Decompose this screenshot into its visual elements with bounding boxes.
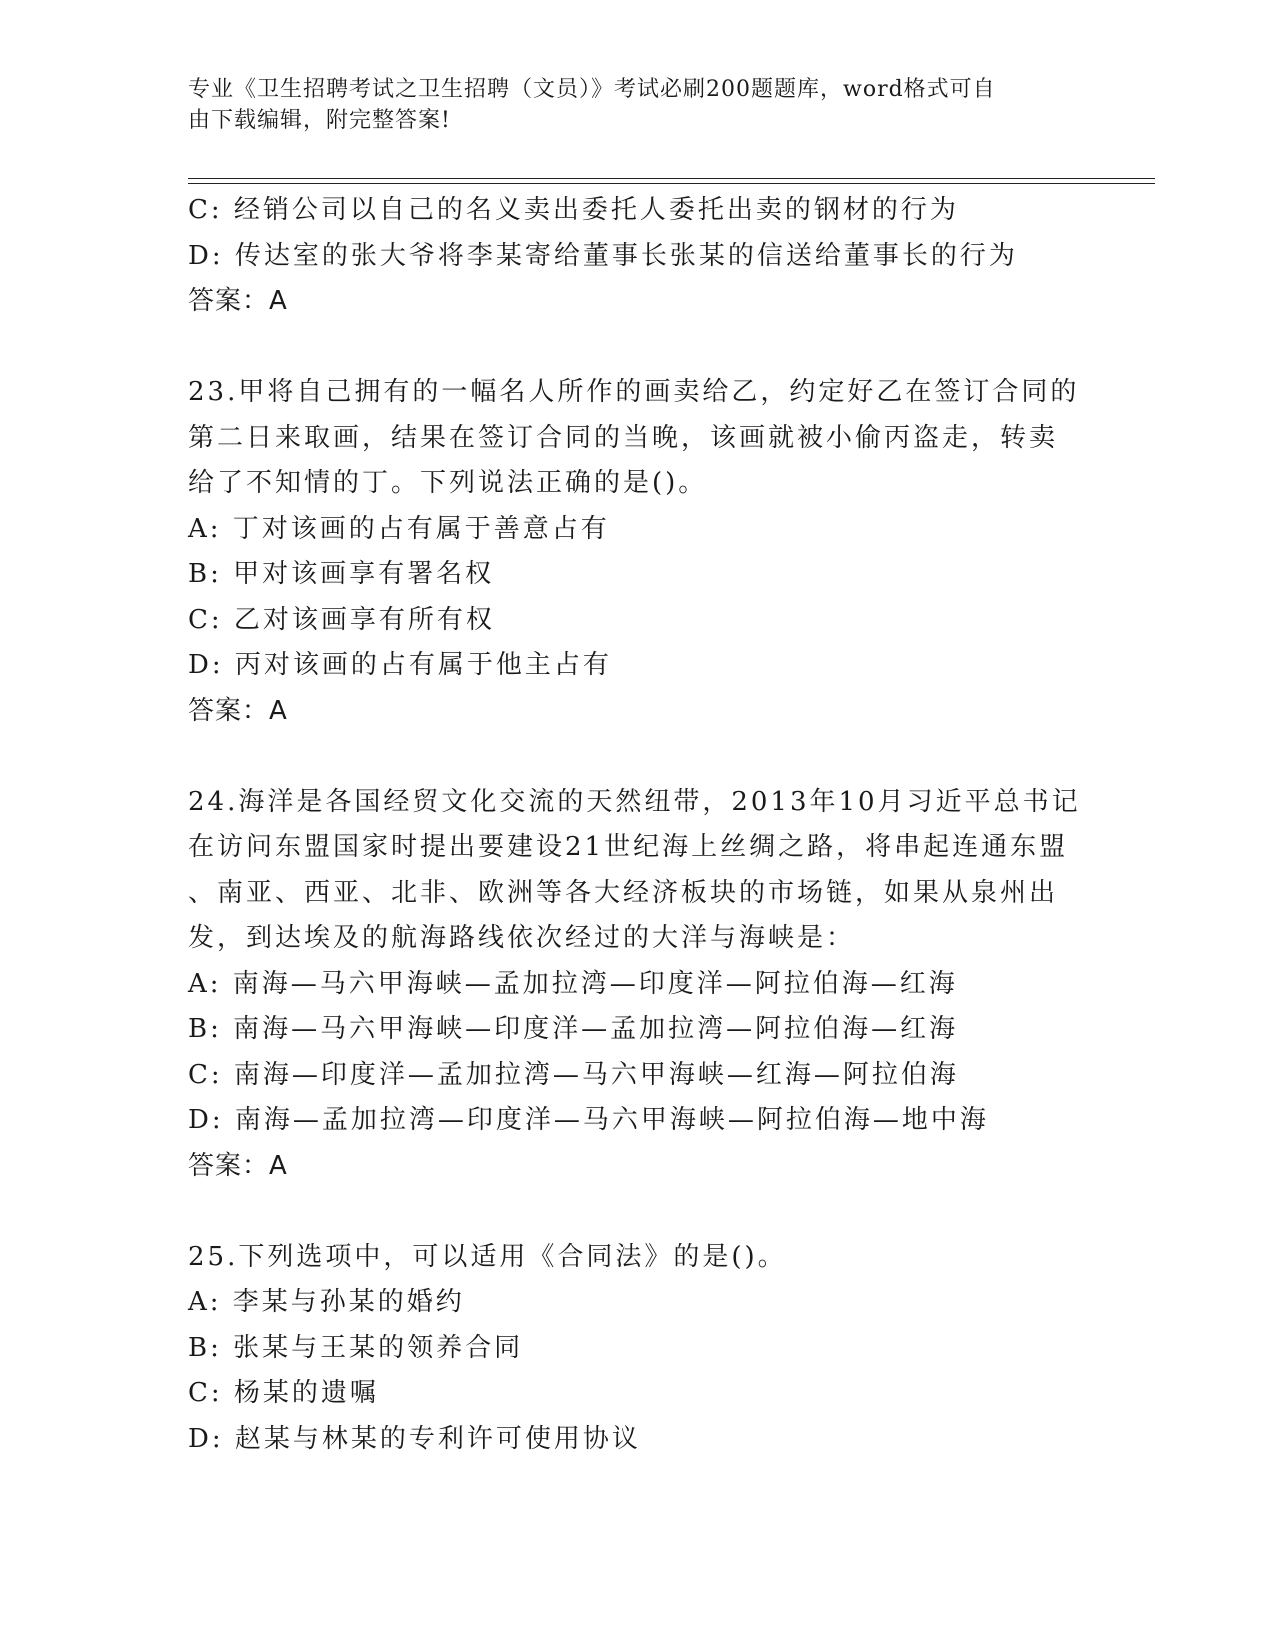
option-d: D: 传达室的张大爷将李某寄给董事长张某的信送给董事长的行为	[188, 240, 1018, 271]
spacer	[188, 1189, 1088, 1235]
question-text-line: 、南亚、西亚、北非、欧洲等各大经济板块的市场链，如果从泉州出	[188, 877, 1059, 908]
header-line-1: 专业《卫生招聘考试之卫生招聘（文员）》考试必刷200题题库，word格式可自	[188, 77, 996, 102]
question-24	[188, 780, 1088, 1190]
header-rule-top	[188, 178, 1155, 179]
question-23	[188, 370, 1088, 734]
answer-line: 答案：A	[188, 695, 288, 726]
document-body	[188, 188, 1088, 1462]
question-text-line: 25.下列选项中，可以适用《合同法》的是()。	[188, 1241, 787, 1272]
option-c: C: 经销公司以自己的名义卖出委托人委托出卖的钢材的行为	[188, 195, 959, 225]
spacer	[188, 325, 1088, 371]
option-c: C: 南海—印度洋—孟加拉湾—马六甲海峡—红海—阿拉伯海	[188, 1059, 959, 1090]
question-text-line: 24.海洋是各国经贸文化交流的天然纽带，2013年10月习近平总书记	[188, 786, 1081, 817]
option-d: D: 丙对该画的占有属于他主占有	[188, 650, 612, 680]
option-a: A: 丁对该画的占有属于善意占有	[188, 513, 610, 544]
option-c: C: 杨某的遗嘱	[188, 1378, 379, 1408]
option-b: B: 甲对该画享有署名权	[188, 559, 495, 589]
answer-line: 答案：A	[188, 286, 288, 316]
question-22-tail	[188, 188, 1088, 325]
option-b: B: 张某与王某的领养合同	[188, 1332, 524, 1363]
question-text-line: 在访问东盟国家时提出要建设21世纪海上丝绸之路，将串起连通东盟	[188, 832, 1069, 862]
option-d: D: 赵某与林某的专利许可使用协议	[188, 1423, 641, 1454]
question-text-line: 给了不知情的丁。下列说法正确的是()。	[188, 468, 708, 498]
document-header	[188, 74, 1068, 136]
option-c: C: 乙对该画享有所有权	[188, 604, 495, 635]
question-25	[188, 1235, 1088, 1463]
header-line-2: 由下载编辑，附完整答案!	[188, 108, 451, 133]
question-text-line: 发，到达埃及的航海路线依次经过的大洋与海峡是：	[188, 923, 856, 953]
question-text-line: 23.甲将自己拥有的一幅名人所作的画卖给乙，约定好乙在签订合同的	[188, 377, 1080, 407]
option-b: B: 南海—马六甲海峡—印度洋—孟加拉湾—阿拉伯海—红海	[188, 1014, 959, 1044]
spacer	[188, 734, 1088, 780]
answer-line: 答案：A	[188, 1150, 288, 1181]
option-a: A: 李某与孙某的婚约	[188, 1287, 465, 1317]
option-d: D: 南海—孟加拉湾—印度洋—马六甲海峡—阿拉伯海—地中海	[188, 1105, 989, 1135]
header-rule-bottom	[188, 183, 1155, 184]
option-a: A: 南海—马六甲海峡—孟加拉湾—印度洋—阿拉伯海—红海	[188, 968, 958, 999]
question-text-line: 第二日来取画，结果在签订合同的当晚，该画就被小偷丙盗走，转卖	[188, 422, 1059, 453]
